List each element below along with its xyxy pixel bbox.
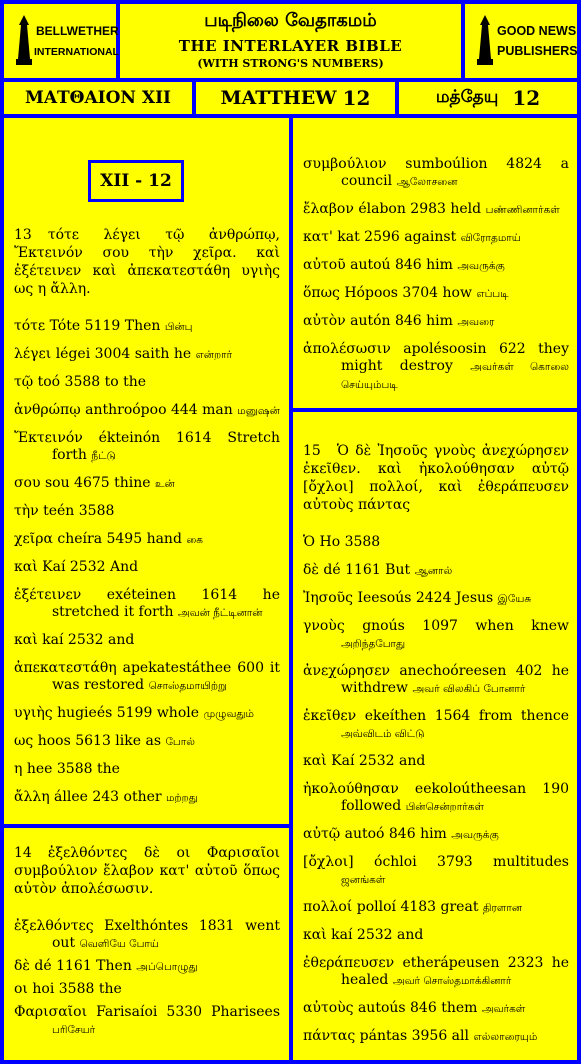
transliteration: cheíra 5495 hand xyxy=(57,531,182,547)
word-entry xyxy=(14,559,280,577)
word-list xyxy=(14,918,280,1039)
greek-word: ἀνθρώπῳ xyxy=(14,402,81,418)
greek-word: συμβούλιον xyxy=(303,156,387,172)
transliteration: apolésoosin 622 they might destroy xyxy=(341,341,570,374)
chapter-tamil xyxy=(399,82,577,114)
transliteration: anthroópoo 444 man xyxy=(85,402,233,418)
tamil-gloss: உன் xyxy=(155,478,175,490)
tamil-gloss: பரிசேயர் xyxy=(52,1024,96,1036)
tamil-gloss: அவன் நீட்டினான் xyxy=(177,607,263,619)
verse-number: 14 xyxy=(14,845,32,861)
word-entry xyxy=(303,341,569,394)
chapter-english-num: 12 xyxy=(342,86,371,110)
transliteration: sumboúlion 4824 a council xyxy=(341,156,569,189)
word-entry xyxy=(303,313,569,331)
greek-word: ἐξέτεινεν xyxy=(14,587,82,603)
word-entry xyxy=(303,663,569,698)
transliteration: gnoús 1097 when knew xyxy=(362,618,569,634)
word-entry xyxy=(14,475,280,493)
transliteration: kat 2596 against xyxy=(337,229,457,245)
tamil-gloss: அவருக்கு xyxy=(457,260,505,272)
greek-word: τότε xyxy=(14,318,46,334)
transliteration: hugieés 5199 whole xyxy=(57,705,200,721)
word-entry xyxy=(14,705,280,723)
greek-word: γνοὺς xyxy=(303,618,345,634)
transliteration: etherápeusen 2323 he healed xyxy=(341,955,569,988)
greek-word: Ὁ xyxy=(303,534,316,550)
reference-box xyxy=(88,160,184,202)
transliteration: sou 4675 thine xyxy=(44,475,151,491)
transliteration: hoos 5613 like as xyxy=(37,733,162,749)
good-news-tower-icon xyxy=(471,11,578,71)
greek-word: ως xyxy=(14,733,34,749)
transliteration: teén 3588 xyxy=(43,503,115,519)
word-entry xyxy=(303,257,569,275)
tamil-gloss: விரோதமாய் xyxy=(460,232,521,244)
tamil-gloss: எப்படி xyxy=(476,288,509,300)
tamil-gloss: கை xyxy=(186,534,204,546)
transliteration: Tóte 5119 Then xyxy=(49,318,161,334)
word-entry xyxy=(303,590,569,608)
word-entry xyxy=(303,927,569,945)
reference-label: XII - 12 xyxy=(100,171,172,191)
chapter-english xyxy=(196,82,395,114)
word-entry xyxy=(14,587,280,622)
tamil-gloss: மற்றது xyxy=(166,792,198,804)
greek-word: [ὄχλοι] xyxy=(303,854,354,870)
word-entry xyxy=(303,156,569,191)
chapter-greek-label: ΜΑΤΘΑΙΟΝ XII xyxy=(25,88,171,108)
greek-word: καὶ xyxy=(14,559,38,575)
greek-word: ἐκεῖθεν xyxy=(303,708,357,724)
word-entry xyxy=(14,1004,280,1039)
tamil-gloss: எல்லாரையும் xyxy=(473,1031,538,1043)
greek-word: ἄλλη xyxy=(14,789,50,805)
greek-word: τὴν xyxy=(14,503,39,519)
chapter-greek xyxy=(4,82,192,114)
chapter-english-book: MATTHEW xyxy=(220,87,337,109)
greek-word: λέγει xyxy=(14,346,52,362)
greek-word: Φαρισαῖοι xyxy=(14,1004,88,1020)
greek-word: Ἰησοῦς xyxy=(303,590,354,606)
tamil-gloss: பண்ணினார்கள் xyxy=(485,204,560,216)
tamil-gloss: என்றார் xyxy=(195,349,233,361)
greek-word: αὐτοὺς xyxy=(303,1000,354,1016)
chapter-tamil-book: மத்தேயு xyxy=(435,87,499,107)
greek-word: η xyxy=(14,761,23,777)
transliteration: autoó 846 him xyxy=(344,826,447,842)
transliteration: hee 3588 the xyxy=(26,761,120,777)
word-list xyxy=(14,318,280,807)
transliteration: Ho 3588 xyxy=(319,534,381,550)
logo-line1: GOOD NEWS xyxy=(497,24,577,38)
word-entry xyxy=(14,660,280,695)
transliteration: Ieesoús 2424 Jesus xyxy=(357,590,494,606)
word-entry xyxy=(14,430,280,465)
tamil-gloss: நீட்டு xyxy=(91,450,116,462)
greek-word: ἠκολούθησαν xyxy=(303,781,399,797)
word-entry xyxy=(303,201,569,219)
tamil-gloss: அவர் சொஸ்தமாக்கினார் xyxy=(392,975,512,987)
greek-word: οι xyxy=(14,981,28,997)
transliteration: kaí 2532 and xyxy=(331,927,424,943)
transliteration: pántas 3956 all xyxy=(359,1028,469,1044)
transliteration: Farisaíoi 5330 Pharisees xyxy=(96,1004,281,1020)
tamil-gloss: பின்பு xyxy=(164,321,193,333)
tamil-gloss: அவ்விடம் விட்டு xyxy=(341,728,425,740)
tamil-gloss: ஆனால் xyxy=(414,565,453,577)
tamil-gloss: அவருக்கு xyxy=(451,829,499,841)
transliteration: óchloi 3793 multitudes xyxy=(374,854,569,870)
greek-word: χεῖρα xyxy=(14,531,53,547)
word-entry xyxy=(303,618,569,653)
verse-number: 15 xyxy=(303,443,321,459)
word-entry xyxy=(303,562,569,580)
greek-word: καὶ xyxy=(14,632,38,648)
chapter-tamil-num: 12 xyxy=(512,86,541,110)
transliteration: Kaí 2532 and xyxy=(331,753,426,769)
good-news-logo xyxy=(465,4,577,78)
word-entry xyxy=(303,534,569,552)
transliteration: Hópoos 3704 how xyxy=(344,285,472,301)
greek-word: ἔλαβον xyxy=(303,201,354,217)
transliteration: dé 1161 Then xyxy=(34,958,132,974)
verse-greek: τότε λέγει τῷ ἀνθρώπῳ, Ἔκτεινόν σου τὴν χεῖρα. καὶ ἐξέτεινεν καὶ ἀπεκατεστάθη υγιὴς ως η ἄλλη. xyxy=(14,227,280,297)
panel-verse-14-cont xyxy=(293,118,577,408)
transliteration: autoú 846 him xyxy=(350,257,453,273)
greek-word: κατ' xyxy=(303,229,333,245)
tamil-gloss: முழுவதும் xyxy=(203,708,254,720)
tamil-gloss: அப்பொழுது xyxy=(136,961,198,973)
transliteration: légei 3004 saith he xyxy=(55,346,192,362)
greek-word: καὶ xyxy=(303,927,327,943)
transliteration: hoi 3588 the xyxy=(32,981,122,997)
tamil-gloss: வெளியே போய் xyxy=(79,938,159,950)
tamil-gloss: சொஸ்தமாயிற்று xyxy=(148,680,227,692)
transliteration: állee 243 other xyxy=(54,789,162,805)
tamil-gloss: அவரை xyxy=(457,316,495,328)
tamil-gloss: ஆலோசனை xyxy=(396,176,458,188)
greek-word: ἀπεκατεστάθη xyxy=(14,660,117,676)
word-entry xyxy=(303,285,569,303)
word-entry xyxy=(303,1028,569,1046)
tamil-gloss: அவர் விலகிப் போனார் xyxy=(412,683,526,695)
greek-word: ἐθεράπευσεν xyxy=(303,955,395,971)
word-entry xyxy=(14,981,280,999)
tamil-gloss: திரளான xyxy=(482,902,523,914)
word-entry xyxy=(14,346,280,364)
bellwether-tower-icon xyxy=(10,11,119,71)
title-block xyxy=(120,4,461,78)
verse-13-text xyxy=(14,226,280,298)
greek-word: αὐτὸν xyxy=(303,313,346,329)
logo-line2: INTERNATIONAL xyxy=(34,46,119,58)
word-entry xyxy=(14,531,280,549)
transliteration: autón 846 him xyxy=(350,313,453,329)
transliteration: Kaí 2532 And xyxy=(42,559,139,575)
tamil-gloss: அறிந்தபோது xyxy=(341,638,406,650)
greek-word: δὲ xyxy=(303,562,319,578)
word-entry xyxy=(303,854,569,889)
greek-word: καὶ xyxy=(303,753,327,769)
transliteration: dé 1161 But xyxy=(323,562,411,578)
word-entry xyxy=(303,781,569,816)
word-entry xyxy=(14,374,280,392)
greek-word: αὐτῷ xyxy=(303,826,341,842)
word-entry xyxy=(14,318,280,336)
verse-number: 13 xyxy=(14,227,32,243)
transliteration: élabon 2983 held xyxy=(358,201,482,217)
title-subtitle: (WITH STRONG'S NUMBERS) xyxy=(197,57,384,70)
tamil-gloss: மனுஷன் xyxy=(237,405,280,417)
transliteration: toó 3588 to the xyxy=(37,374,147,390)
greek-word: πολλοί xyxy=(303,899,353,915)
greek-word: τῷ xyxy=(14,374,34,390)
transliteration: Exelthóntes 1831 went out xyxy=(52,918,280,951)
word-entry xyxy=(303,1000,569,1018)
word-entry xyxy=(303,955,569,990)
logo-line1: BELLWETHER xyxy=(36,24,119,38)
title-tamil: படிநிலை வேதாகமம் xyxy=(204,10,377,31)
greek-word: ἐξελθόντες xyxy=(14,918,94,934)
greek-word: Ἔκτεινόν xyxy=(14,430,83,446)
bellwether-logo xyxy=(4,4,119,78)
verse-14-text xyxy=(14,844,280,898)
tamil-gloss: ஜனங்கள் xyxy=(341,874,386,886)
transliteration: ekeíthen 1564 from thence xyxy=(364,708,569,724)
word-entry xyxy=(14,503,280,521)
word-entry xyxy=(14,789,280,807)
panel-verse-15 xyxy=(293,412,577,1060)
transliteration: exéteinen 1614 he stretched it forth xyxy=(52,587,280,620)
transliteration: anechoóreesen 402 he withdrew xyxy=(341,663,569,696)
word-entry xyxy=(303,753,569,771)
verse-greek: Ὁ δὲ Ἰησοῦς γνοὺς ἀνεχώρησεν ἐκεῖθεν. καὶ ἠκολούθησαν αὐτῷ [ὄχλοι] πολλοί, καὶ ἐθεράπευσεν αὐτοὺς πάντας xyxy=(303,443,569,513)
greek-word: αὐτοῦ xyxy=(303,257,346,273)
greek-word: δὲ xyxy=(14,958,30,974)
verse-15-text xyxy=(303,442,569,514)
word-entry xyxy=(303,708,569,743)
panel-verse-13 xyxy=(4,118,289,824)
tamil-gloss: இயேசு xyxy=(497,593,532,605)
tamil-gloss: பின்சென்றார்கள் xyxy=(405,801,484,813)
transliteration: kaí 2532 and xyxy=(42,632,135,648)
greek-word: ἀπολέσωσιν xyxy=(303,341,391,357)
logo-line2: PUBLISHERS xyxy=(497,44,578,58)
tamil-gloss: அவர்கள் xyxy=(481,1003,526,1015)
word-entry xyxy=(303,899,569,917)
word-list xyxy=(303,534,569,1046)
word-entry xyxy=(14,918,280,953)
greek-word: ὅπως xyxy=(303,285,340,301)
greek-word: πάντας xyxy=(303,1028,356,1044)
verse-greek: ἐξελθόντες δὲ οι Φαρισαῖοι συμβούλιον ἔλαβον κατ' αὐτοῦ ὅπως αὐτὸν ἀπολέσωσιν. xyxy=(14,845,280,897)
word-entry xyxy=(14,402,280,420)
word-list xyxy=(303,156,569,394)
transliteration: apekatestáthee 600 it was restored xyxy=(52,660,281,693)
transliteration: eekoloútheesan 190 followed xyxy=(341,781,570,814)
word-entry xyxy=(303,826,569,844)
tamil-gloss: அவர்கள் கொலை செய்யும்படி xyxy=(341,361,569,391)
word-entry xyxy=(14,761,280,779)
word-entry xyxy=(14,733,280,751)
greek-word: υγιὴς xyxy=(14,705,53,721)
transliteration: autoús 846 them xyxy=(357,1000,478,1016)
greek-word: σου xyxy=(14,475,41,491)
word-entry xyxy=(14,958,280,976)
title-english: THE INTERLAYER BIBLE xyxy=(178,37,403,55)
greek-word: ἀνεχώρησεν xyxy=(303,663,391,679)
transliteration: polloí 4183 great xyxy=(356,899,479,915)
tamil-gloss: போல் xyxy=(165,736,195,748)
panel-verse-14 xyxy=(4,828,289,1060)
word-entry xyxy=(303,229,569,247)
transliteration: ékteinón 1614 Stretch forth xyxy=(52,430,281,463)
word-entry xyxy=(14,632,280,650)
